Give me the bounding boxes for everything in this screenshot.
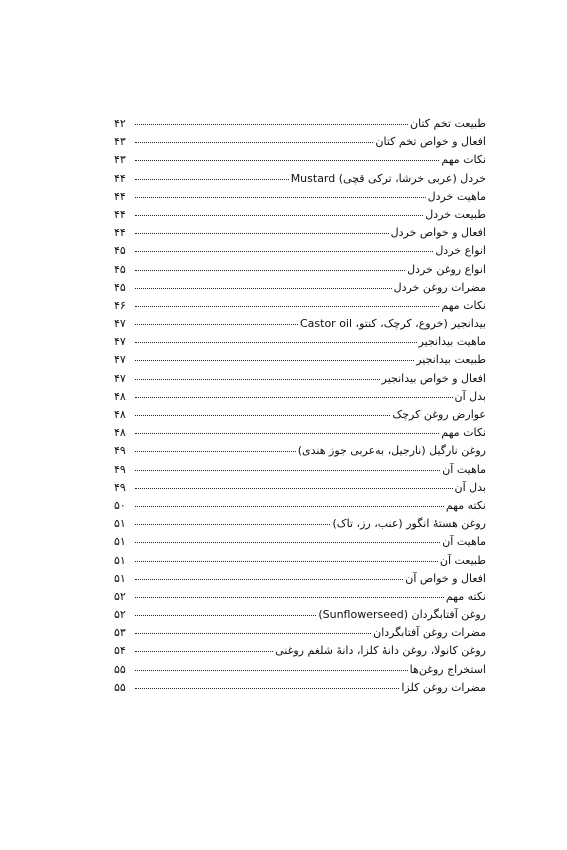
- toc-entry-title: روغن آفتابگردان (Sunflowerseed): [318, 608, 486, 622]
- toc-entry-page-number: ۵۰: [114, 498, 126, 512]
- toc-entry-title: افعال و خواص آن: [405, 571, 486, 585]
- toc-entry[interactable]: [114, 244, 486, 262]
- toc-entry[interactable]: [114, 535, 486, 553]
- toc-entry-title: انواع روغن خردل: [407, 262, 486, 276]
- dot-leader: [135, 270, 405, 271]
- dot-leader: [135, 670, 408, 671]
- toc-entry[interactable]: [114, 444, 486, 462]
- toc-entry-title: مضرات روغن کلزا: [401, 680, 486, 694]
- toc-entry-title: انواع خردل: [435, 244, 486, 258]
- dot-leader: [135, 342, 417, 343]
- toc-entry[interactable]: [114, 281, 486, 299]
- dot-leader: [135, 542, 440, 543]
- toc-entry-page-number: ۵۲: [114, 589, 126, 603]
- toc-entry-page-number: ۴۶: [114, 298, 126, 312]
- dot-leader: [135, 524, 330, 525]
- toc-entry-title: روغن هستهٔ انگور (عنب، رز، تاک): [332, 517, 486, 531]
- toc-entry-page-number: ۴۷: [114, 335, 126, 349]
- toc-entry-page-number: ۵۵: [114, 680, 126, 694]
- toc-entry-title: نکته مهم: [445, 498, 486, 512]
- toc-entry[interactable]: [114, 299, 486, 317]
- toc-entry-title: استخراج روغن‌ها: [409, 662, 486, 676]
- dot-leader: [135, 142, 373, 143]
- toc-entry[interactable]: [114, 226, 486, 244]
- toc-entry-page-number: ۴۲: [114, 117, 126, 130]
- toc-entry[interactable]: [114, 572, 486, 590]
- toc-entry-title: ماهیت آن: [442, 462, 486, 476]
- toc-entry-title: خردل (عربی خرشا، ترکی قچی) Mustard: [290, 171, 486, 185]
- dot-leader: [135, 197, 426, 198]
- dot-leader: [135, 451, 296, 452]
- toc-entry-title: نکات مهم: [441, 153, 486, 167]
- toc-entry-page-number: ۴۷: [114, 353, 126, 367]
- toc-entry-page-number: ۴۴: [114, 189, 126, 203]
- dot-leader: [135, 615, 316, 616]
- toc-entry-title: طبیعت خردل: [425, 207, 486, 221]
- toc-entry-page-number: ۴۷: [114, 371, 126, 385]
- toc-entry[interactable]: [114, 190, 486, 208]
- dot-leader: [135, 651, 273, 652]
- toc-entry[interactable]: [114, 554, 486, 572]
- dot-leader: [135, 124, 408, 125]
- dot-leader: [135, 470, 440, 471]
- toc-entry-page-number: ۴۸: [114, 426, 126, 440]
- toc-entry[interactable]: [114, 481, 486, 499]
- dot-leader: [135, 415, 390, 416]
- toc-entry-title: طبیعت آن: [439, 553, 486, 567]
- toc-entry-page-number: ۴۳: [114, 135, 126, 149]
- toc-entry-title: نکات مهم: [441, 426, 486, 440]
- toc-entry-title: روغن کانولا، روغن دانهٔ کلزا، دانهٔ شلغم روغنی: [275, 644, 486, 658]
- toc-entry-page-number: ۵۵: [114, 662, 126, 676]
- dot-leader: [135, 360, 414, 361]
- toc-entry[interactable]: [114, 263, 486, 281]
- toc-entry-page-number: ۴۴: [114, 207, 126, 221]
- toc-entry-title: مضرات روغن آفتابگردان: [373, 626, 486, 640]
- dot-leader: [135, 215, 423, 216]
- toc-entry[interactable]: [114, 335, 486, 353]
- toc-entry-title: نکات مهم: [441, 298, 486, 312]
- toc-entry[interactable]: [114, 644, 486, 662]
- dot-leader: [135, 433, 439, 434]
- toc-entry-title: مضرات روغن خردل: [393, 280, 486, 294]
- dot-leader: [135, 306, 439, 307]
- dot-leader: [135, 397, 453, 398]
- dot-leader: [135, 561, 438, 562]
- toc-entry-page-number: ۴۹: [114, 480, 126, 494]
- toc-entry-page-number: ۴۹: [114, 444, 126, 458]
- toc-entry-title: افعال و خواص تخم کتان: [375, 135, 486, 149]
- toc-entry-title: ماهیت بیدانجیر: [418, 335, 486, 349]
- dot-leader: [135, 288, 392, 289]
- toc-entry[interactable]: [114, 408, 486, 426]
- dot-leader: [135, 379, 380, 380]
- toc-entry-title: طبیعت تخم کتان: [410, 117, 486, 130]
- dot-leader: [135, 324, 298, 325]
- toc-entry-page-number: ۴۴: [114, 226, 126, 240]
- dot-leader: [135, 233, 389, 234]
- toc-entry-page-number: ۵۴: [114, 644, 126, 658]
- dot-leader: [135, 688, 399, 689]
- toc-entry-title: عوارض روغن کرچک: [392, 408, 486, 421]
- dot-leader: [135, 597, 444, 598]
- toc-entry-page-number: ۴۵: [114, 244, 126, 258]
- toc-entry-title: نکته مهم: [445, 589, 486, 603]
- toc-entry-page-number: ۵۱: [114, 517, 126, 531]
- toc-entry-title: بدل آن: [454, 389, 486, 403]
- toc-entry-page-number: ۴۹: [114, 462, 126, 476]
- toc-entry-page-number: ۴۸: [114, 408, 126, 421]
- dot-leader: [135, 488, 453, 489]
- toc-entry-page-number: ۴۴: [114, 171, 126, 185]
- toc-entry-page-number: ۴۵: [114, 262, 126, 276]
- dot-leader: [135, 579, 403, 580]
- toc-entry[interactable]: [114, 681, 486, 699]
- toc-entry-title: ماهیت خردل: [427, 189, 486, 203]
- dot-leader: [135, 251, 433, 252]
- toc-entry-page-number: ۴۵: [114, 280, 126, 294]
- dot-leader: [135, 506, 444, 507]
- toc-entry-page-number: ۵۱: [114, 535, 126, 549]
- toc-entry-title: افعال و خواص بیدانجیر: [381, 371, 486, 385]
- toc-entry-page-number: ۵۱: [114, 571, 126, 585]
- toc-entry[interactable]: [114, 153, 486, 171]
- toc-entry[interactable]: [114, 517, 486, 535]
- toc-entry[interactable]: [114, 353, 486, 371]
- toc-entry[interactable]: [114, 426, 486, 444]
- toc-entry-page-number: ۵۲: [114, 608, 126, 622]
- toc-entry[interactable]: [114, 208, 486, 226]
- toc-entry[interactable]: [114, 117, 486, 135]
- toc-entry-page-number: ۴۷: [114, 317, 126, 331]
- dot-leader: [135, 633, 371, 634]
- toc-entry[interactable]: [114, 590, 486, 608]
- toc-entry[interactable]: [114, 390, 486, 408]
- toc-entry-page-number: ۵۱: [114, 553, 126, 567]
- toc-entry[interactable]: [114, 663, 486, 681]
- toc-entry-title: افعال و خواص خردل: [390, 226, 486, 240]
- toc-entry[interactable]: [114, 317, 486, 335]
- dot-leader: [135, 179, 289, 180]
- toc-entry-title: بدل آن: [454, 480, 486, 494]
- toc-entry-title: بیدانجیر (خروع، کرچک، کنتو، Castor oil: [299, 317, 486, 331]
- toc-entry-title: ماهیت آن: [442, 535, 486, 549]
- dot-leader: [135, 160, 439, 161]
- toc-entry-page-number: ۴۸: [114, 389, 126, 403]
- toc-entry[interactable]: [114, 626, 486, 644]
- toc-entry[interactable]: [114, 608, 486, 626]
- toc-entry[interactable]: [114, 499, 486, 517]
- toc-entry[interactable]: [114, 463, 486, 481]
- toc-entry-page-number: ۵۳: [114, 626, 126, 640]
- toc-entry[interactable]: [114, 172, 486, 190]
- toc-entry[interactable]: [114, 372, 486, 390]
- toc-entry[interactable]: [114, 135, 486, 153]
- toc-entry-page-number: ۴۳: [114, 153, 126, 167]
- table-of-contents: [114, 117, 486, 699]
- toc-entry-title: روغن نارگیل (نارجیل، به‌عربی جوز هندی): [297, 444, 486, 458]
- toc-entry-title: طبیعت بیدانجیر: [416, 353, 486, 367]
